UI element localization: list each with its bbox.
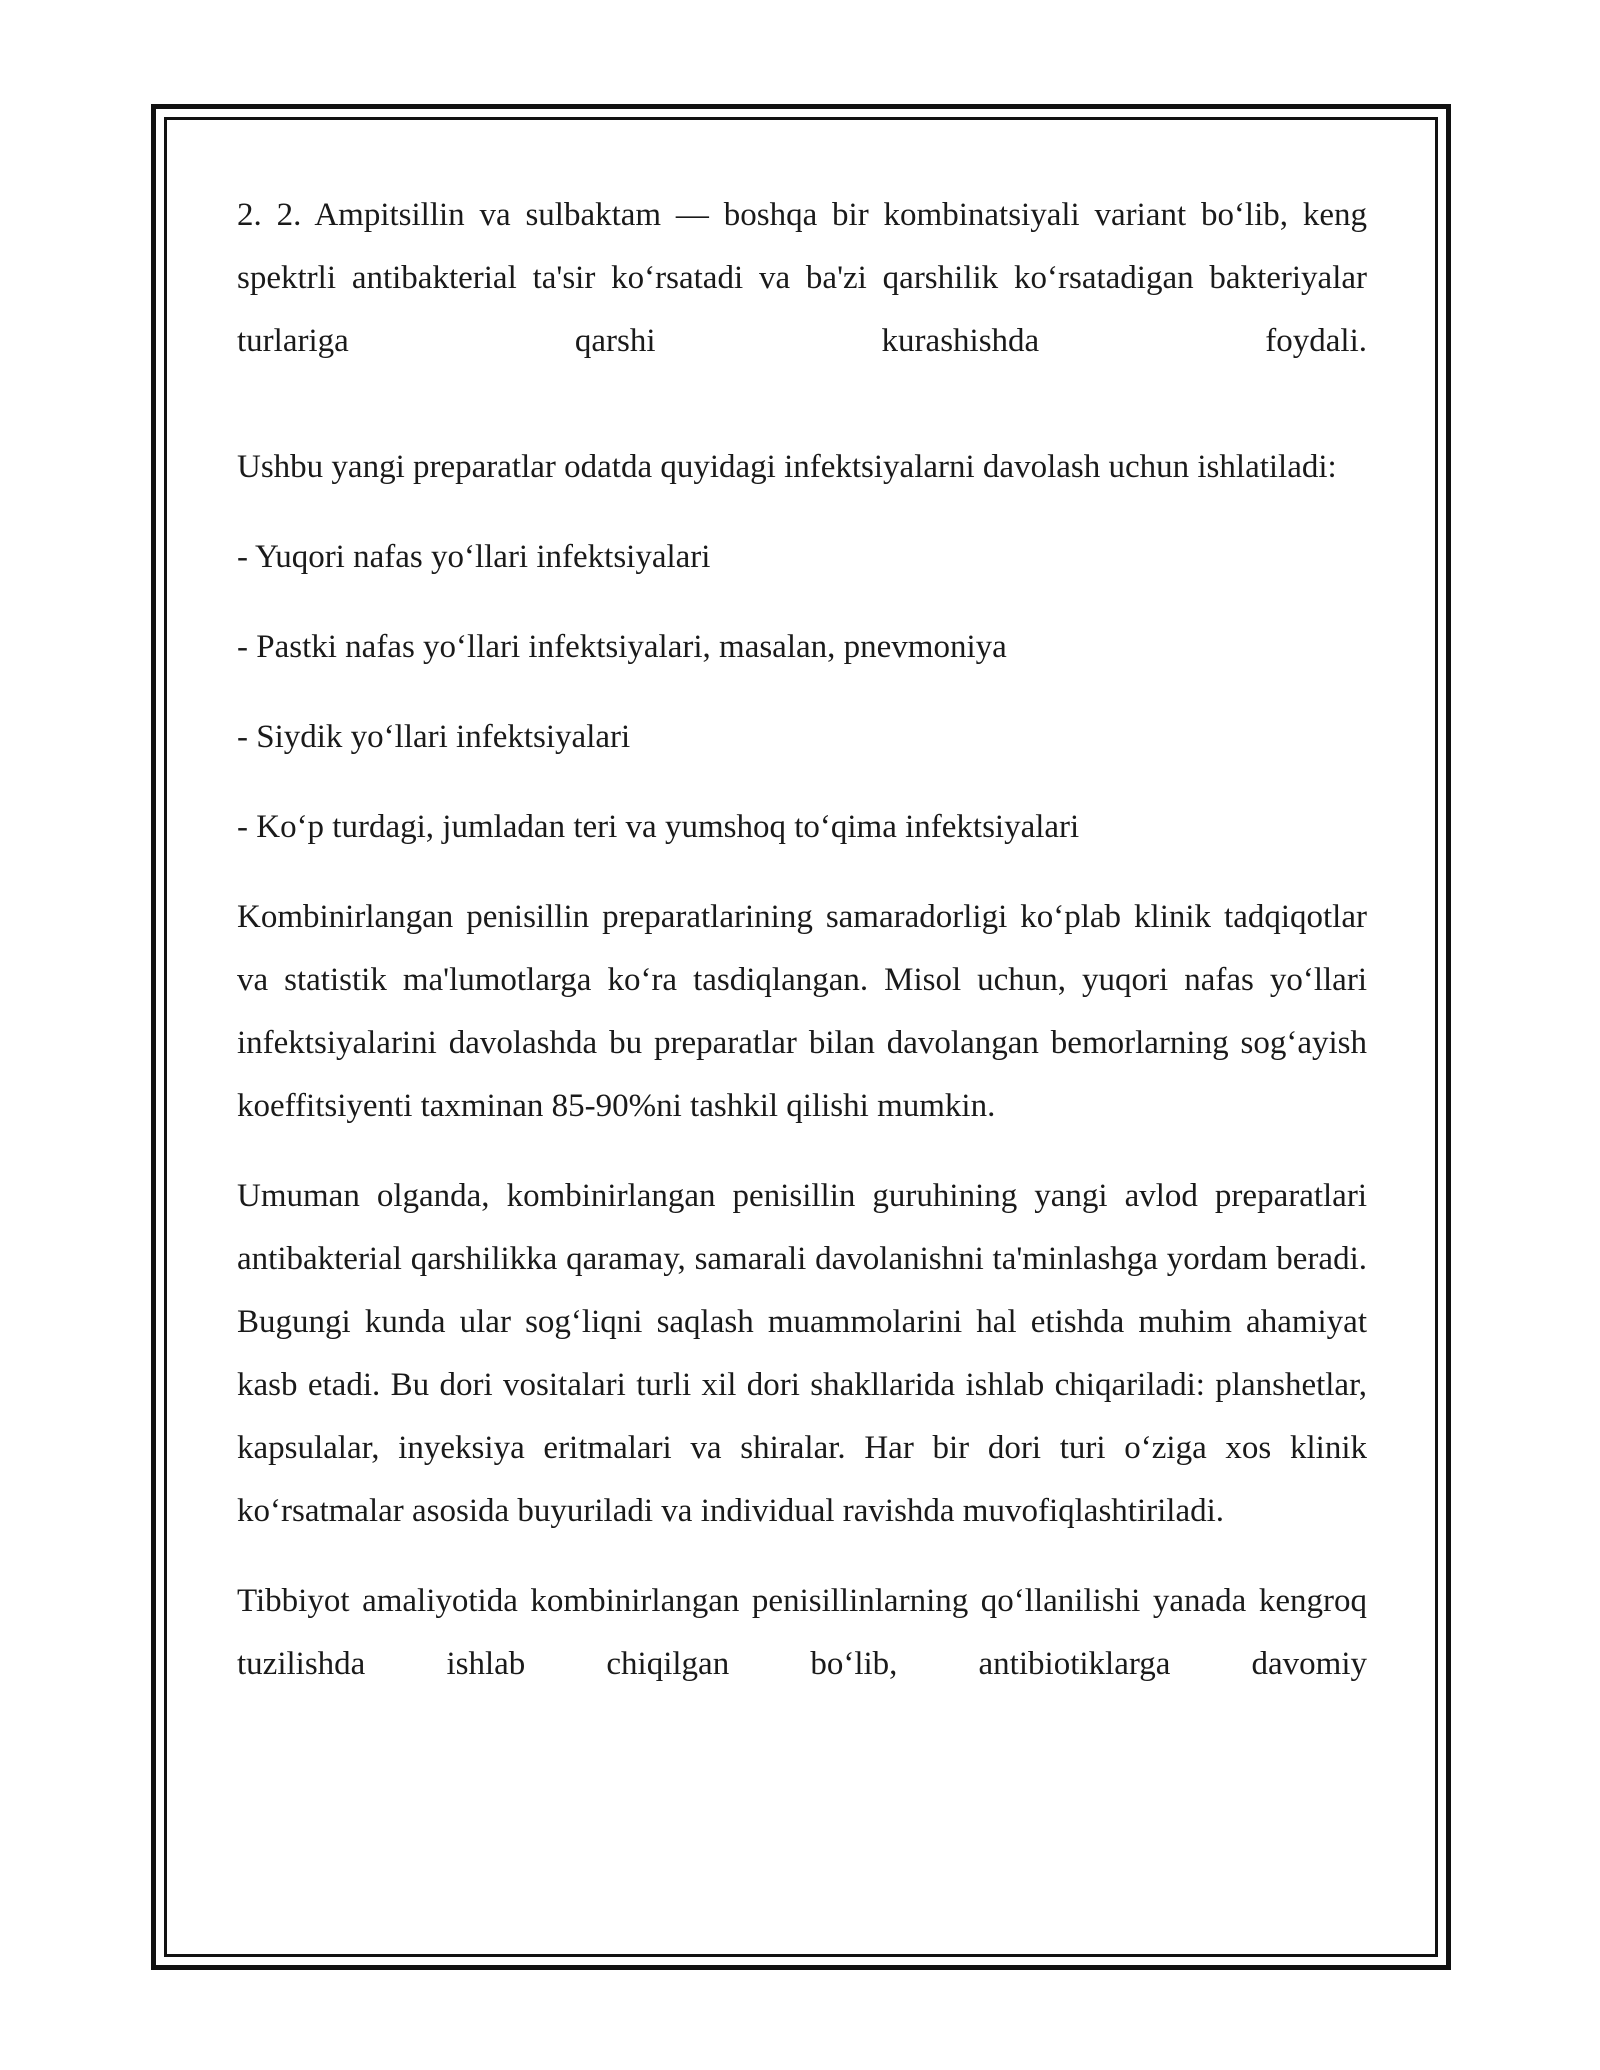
paragraph-efficacy: Kombinirlangan penisillin preparatlarining samaradorligi ko‘plab klinik tadqiqotlar va statistik ma'lumotlarga ko‘ra tasdiqlangan. Misol uchun, yuqori nafas yo‘llari infektsiyalarini davolashda bu preparatlar bilan davolangan bemorlarning sog‘ayish koeffitsiyenti taxminan 85-90%ni tashkil qilishi mumkin. — [237, 899, 1367, 1124]
paragraph-practice: Tibbiyot amaliyotida kombinirlangan penisillinlarning qo‘llanilishi yanada kengroq tuzilishda ishlab chiqilgan bo‘lib, antibiotiklarga davomiy — [237, 1583, 1367, 1682]
list-item: - Siydik yo‘llari infektsiyalari — [237, 719, 631, 755]
infection-list — [237, 526, 1367, 859]
list-item: - Pastki nafas yo‘llari infektsiyalari, masalan, pnevmoniya — [237, 629, 1007, 665]
paragraph-usage-intro: Ushbu yangi preparatlar odatda quyidagi infektsiyalarni davolash uchun ishlatiladi: — [237, 449, 1337, 485]
list-item: - Yuqori nafas yo‘llari infektsiyalari — [237, 539, 711, 575]
paragraph-summary: Umuman olganda, kombinirlangan penisillin guruhining yangi avlod preparatlari antibakterial qarshilikka qaramay, samarali davolanishni ta'minlashga yordam beradi. Bugungi kunda ular sog‘liqni saqlash muammolarini hal etishda muhim ahamiyat kasb etadi. Bu dori vositalari turli xil dori shakllarida ishlab chiqariladi: planshetlar, kapsulalar, inyeksiya eritmalari va shiralar. Har bir dori turi o‘ziga xos klinik ko‘rsatmalar asosida buyuriladi va individual ravishda muvofiqlashtiriladi. — [237, 1178, 1367, 1529]
list-item: - Ko‘p turdagi, jumladan teri va yumshoq to‘qima infektsiyalari — [237, 809, 1080, 845]
document-body — [237, 184, 1367, 1696]
paragraph-intro: 2. 2. Ampitsillin va sulbaktam — boshqa bir kombinatsiyali variant bo‘lib, keng spektrli antibakterial ta'sir ko‘rsatadi va ba'zi qarshilik ko‘rsatadigan bakteriyalar turlariga qarshi kurashishda foydali. — [237, 197, 1367, 359]
